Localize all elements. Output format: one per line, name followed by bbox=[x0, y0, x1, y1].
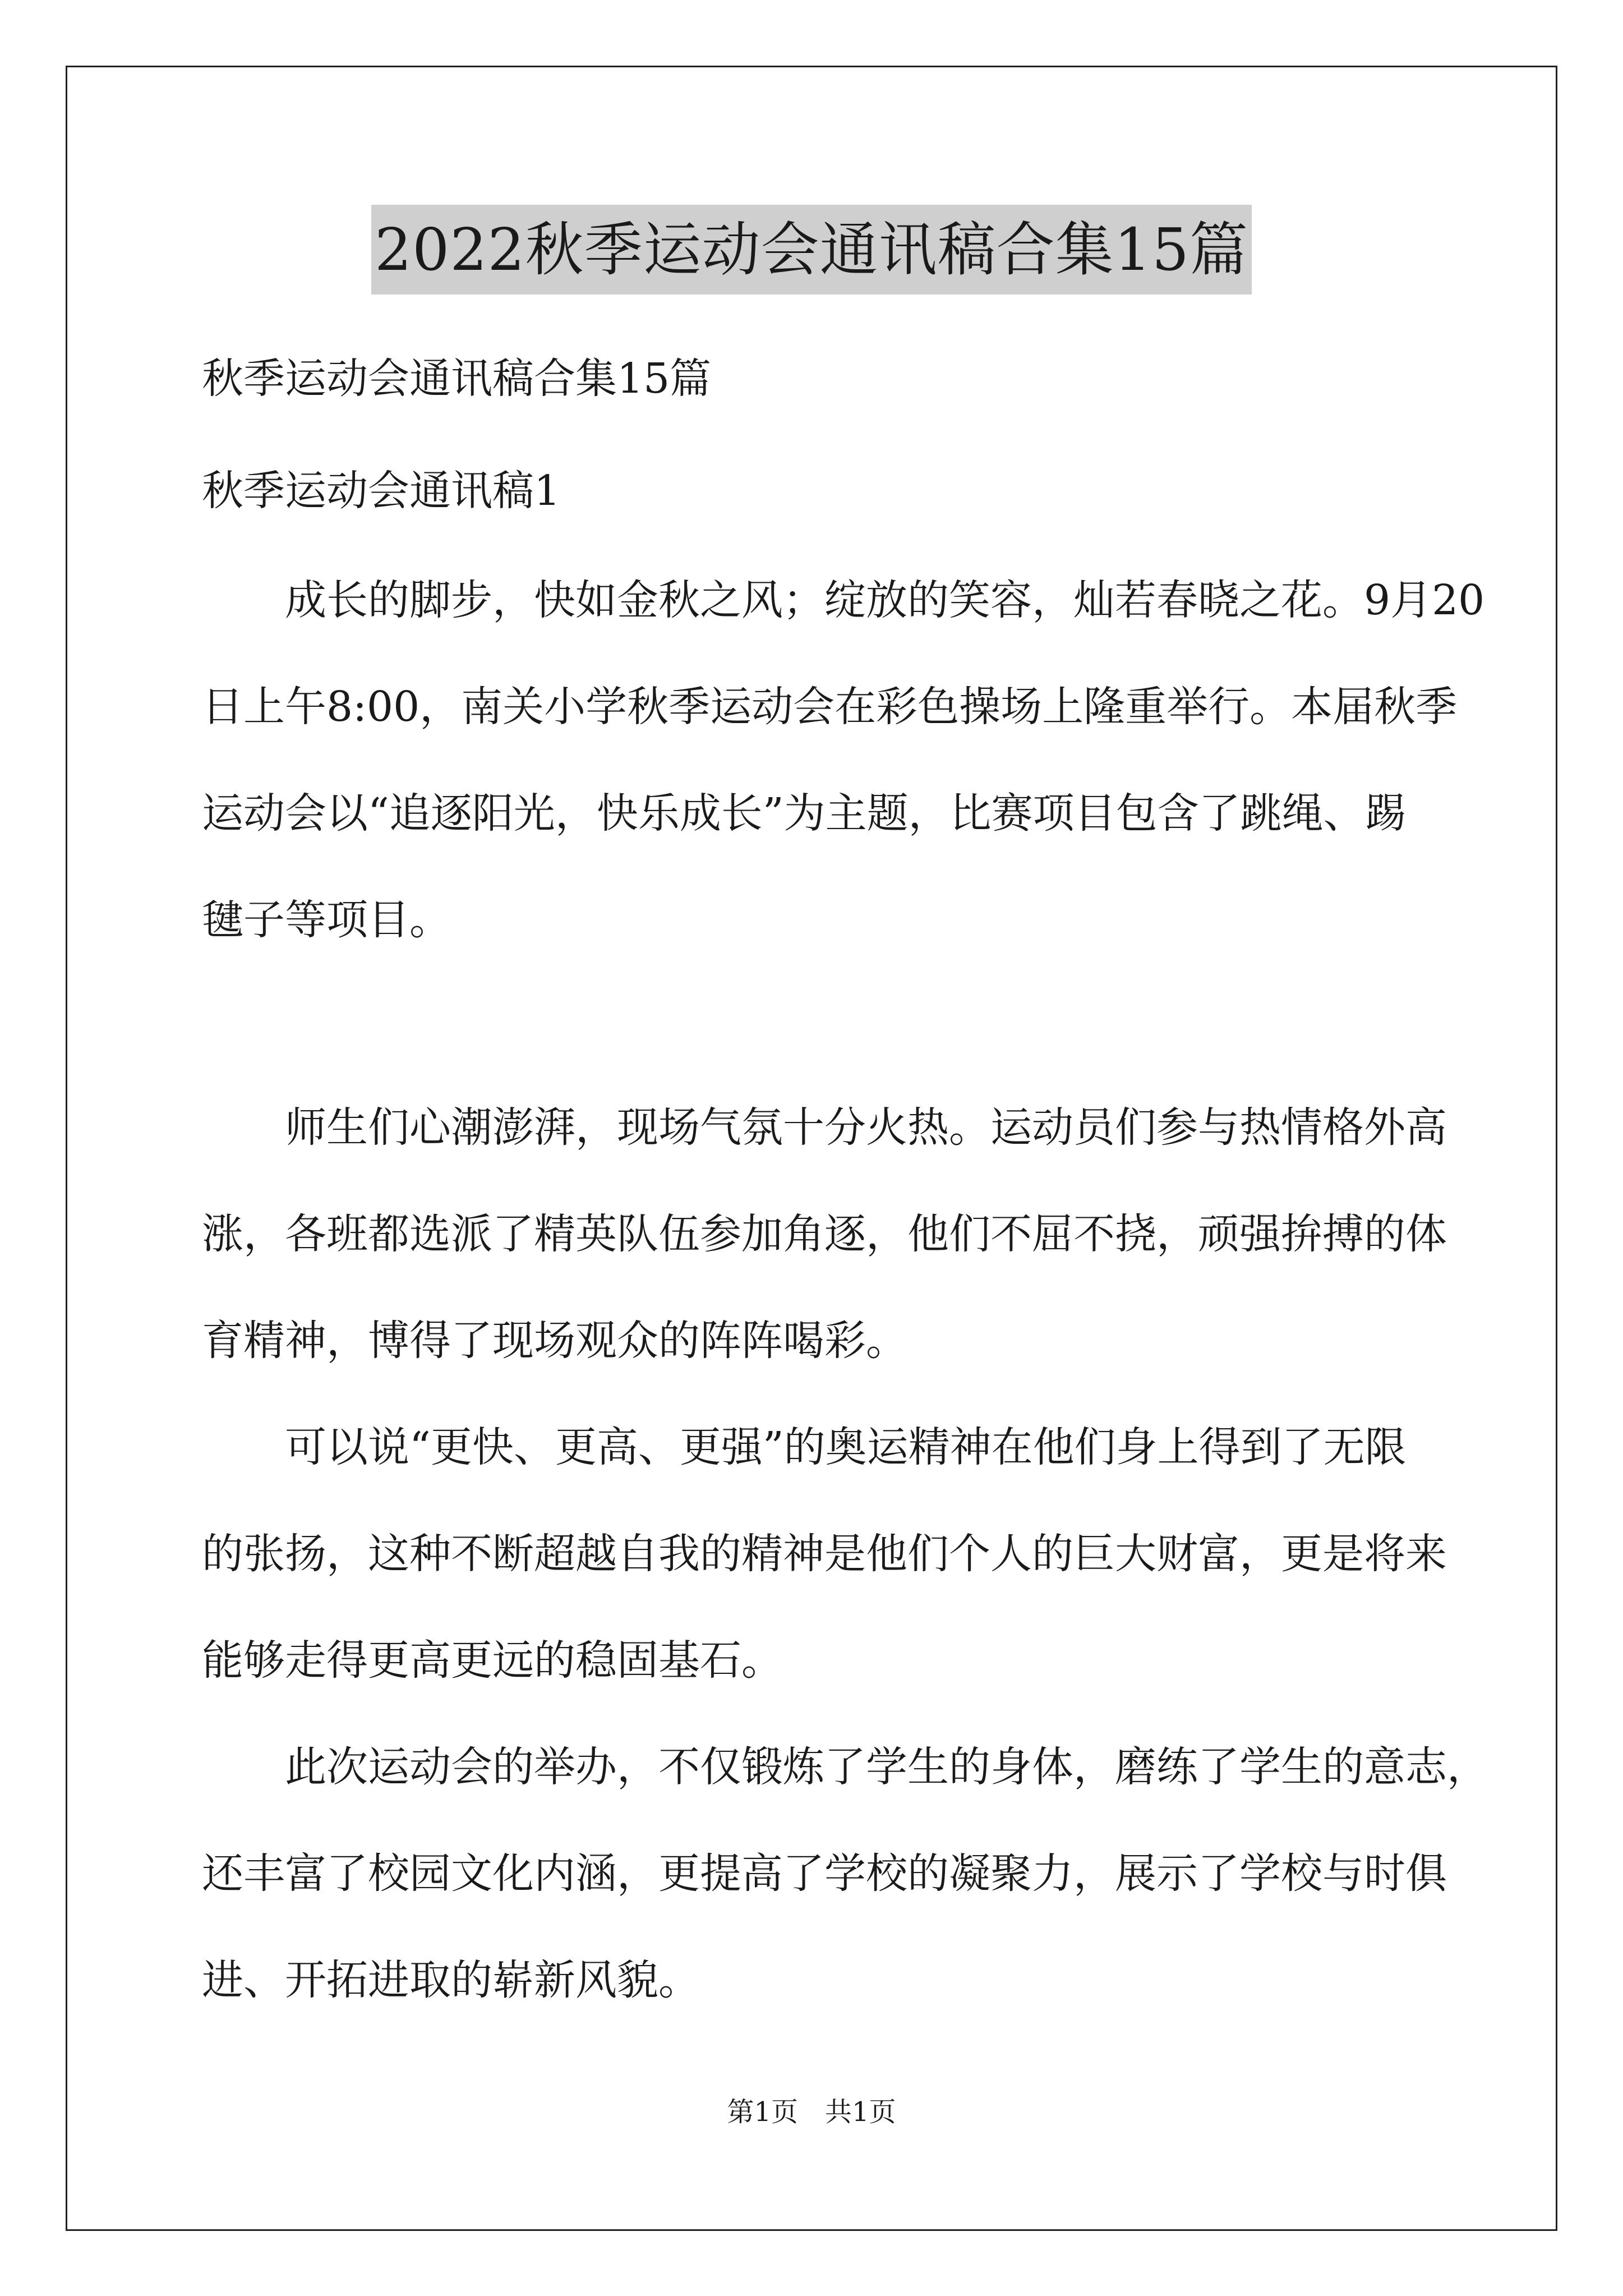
paragraph-line: 此次运动会的举办，不仅锻炼了学生的身体，磨练了学生的意志， bbox=[202, 1743, 1488, 1791]
paragraph-line: 可以说“更快、更高、更强”的奥运精神在他们身上得到了无限 bbox=[202, 1423, 1407, 1471]
paragraph-line: 成长的脚步，快如金秋之风；绽放的笑容，灿若春晓之花。9月20 bbox=[202, 576, 1485, 624]
paragraph-line: 毽子等项目。 bbox=[202, 896, 451, 944]
paragraph-line: 日上午8:00，南关小学秋季运动会在彩色操场上隆重举行。本届秋季 bbox=[202, 683, 1458, 731]
paragraph-line: 的张扬，这种不断超越自我的精神是他们个人的巨大财富，更是将来 bbox=[202, 1530, 1447, 1578]
paragraph-line: 进、开拓进取的崭新风貌。 bbox=[202, 1956, 700, 2004]
paragraph-line: 育精神，博得了现场观众的阵阵喝彩。 bbox=[202, 1317, 907, 1365]
title-container bbox=[0, 205, 1623, 295]
paragraph-line: 还丰富了校园文化内涵，更提高了学校的凝聚力，展示了学校与时俱 bbox=[202, 1849, 1447, 1898]
paragraph-line: 师生们心潮澎湃，现场气氛十分火热。运动员们参与热情格外高 bbox=[202, 1103, 1447, 1152]
page-number-footer: 第1页 共1页 bbox=[727, 2096, 896, 2128]
paragraph-line: 涨，各班都选派了精英队伍参加角逐，他们不屈不挠，顽强拚搏的体 bbox=[202, 1210, 1447, 1258]
document-title: 2022秋季运动会通讯稿合集15篇 bbox=[371, 205, 1252, 295]
paragraph-line: 运动会以“追逐阳光，快乐成长”为主题，比赛项目包含了跳绳、踢 bbox=[202, 789, 1407, 838]
document-subtitle: 秋季运动会通讯稿合集15篇 bbox=[202, 355, 712, 403]
paragraph-line: 能够走得更高更远的稳固基石。 bbox=[202, 1636, 783, 1685]
section-heading: 秋季运动会通讯稿1 bbox=[202, 467, 561, 515]
